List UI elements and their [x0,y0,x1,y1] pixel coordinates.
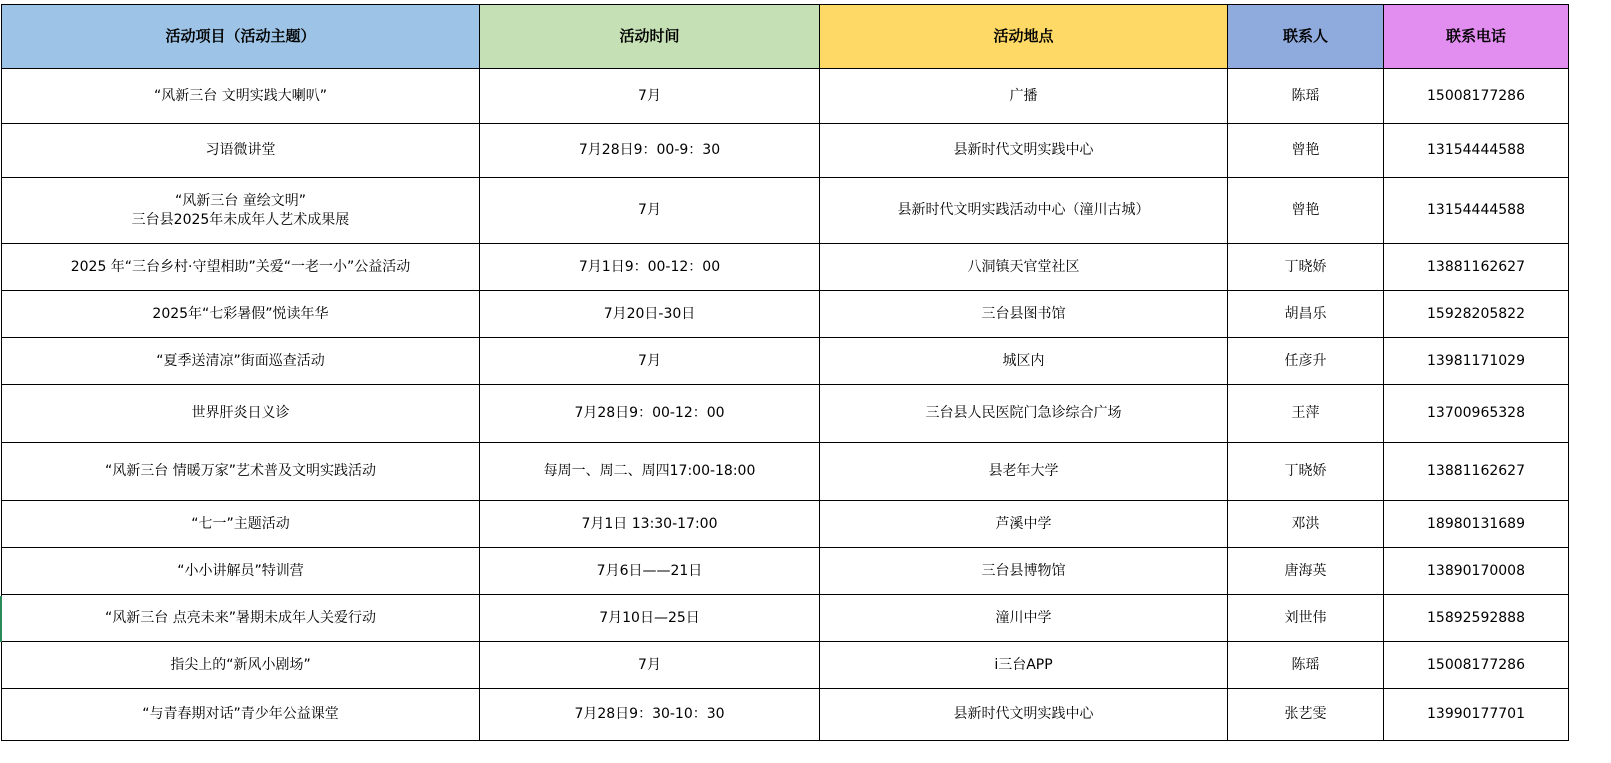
cell-project[interactable]: 习语微讲堂 [2,124,480,178]
cell-time[interactable]: 7月20日-30日 [480,291,820,338]
header-place: 活动地点 [820,5,1228,69]
cell-project[interactable]: “风新三台 情暖万家”艺术普及文明实践活动 [2,443,480,501]
cell-time[interactable]: 7月6日——21日 [480,548,820,595]
header-row [2,5,1569,69]
table-row[interactable] [2,338,1569,385]
cell-phone[interactable]: 13700965328 [1384,385,1569,443]
cell-contact[interactable]: 丁晓娇 [1228,443,1384,501]
table-row[interactable] [2,689,1569,741]
cell-time[interactable]: 7月1日 13:30-17:00 [480,501,820,548]
cell-phone[interactable]: 15892592888 [1384,595,1569,642]
table-row[interactable] [2,244,1569,291]
cell-place[interactable]: 八洞镇天官堂社区 [820,244,1228,291]
header-contact: 联系人 [1228,5,1384,69]
cell-contact[interactable]: 唐海英 [1228,548,1384,595]
cell-project[interactable]: “小小讲解员”特训营 [2,548,480,595]
header-project: 活动项目（活动主题） [2,5,480,69]
table-row[interactable] [2,178,1569,244]
cell-phone[interactable]: 18980131689 [1384,501,1569,548]
cell-project[interactable]: 世界肝炎日义诊 [2,385,480,443]
table-row[interactable] [2,443,1569,501]
cell-place[interactable]: 县新时代文明实践中心 [820,689,1228,741]
cell-contact[interactable]: 陈瑶 [1228,642,1384,689]
cell-place[interactable]: 芦溪中学 [820,501,1228,548]
cell-contact[interactable]: 陈瑶 [1228,69,1384,124]
header-time: 活动时间 [480,5,820,69]
cell-time[interactable]: 7月10日—25日 [480,595,820,642]
activity-schedule-sheet [0,4,1611,763]
cell-project[interactable]: “风新三台 文明实践大喇叭” [2,69,480,124]
cell-project[interactable]: 2025 年“三台乡村·守望相助”关爱“一老一小”公益活动 [2,244,480,291]
cell-project[interactable]: “与青春期对话”青少年公益课堂 [2,689,480,741]
cell-contact[interactable]: 邓洪 [1228,501,1384,548]
cell-contact[interactable]: 刘世伟 [1228,595,1384,642]
cell-contact[interactable]: 胡昌乐 [1228,291,1384,338]
cell-phone[interactable]: 15008177286 [1384,642,1569,689]
activity-table [1,4,1569,741]
cell-contact[interactable]: 曾艳 [1228,124,1384,178]
cell-place[interactable]: i三台APP [820,642,1228,689]
cell-place[interactable]: 潼川中学 [820,595,1228,642]
cell-place[interactable]: 三台县图书馆 [820,291,1228,338]
cell-contact[interactable]: 曾艳 [1228,178,1384,244]
cell-contact[interactable]: 任彦升 [1228,338,1384,385]
cell-time[interactable]: 每周一、周二、周四17:00-18:00 [480,443,820,501]
cell-phone[interactable]: 13881162627 [1384,443,1569,501]
cell-phone[interactable]: 15928205822 [1384,291,1569,338]
cell-phone[interactable]: 13154444588 [1384,124,1569,178]
cell-phone[interactable]: 13154444588 [1384,178,1569,244]
table-row[interactable] [2,548,1569,595]
table-row[interactable] [2,642,1569,689]
cell-phone[interactable]: 13881162627 [1384,244,1569,291]
cell-project[interactable]: 指尖上的“新风小剧场” [2,642,480,689]
table-row[interactable] [2,124,1569,178]
cell-time[interactable]: 7月28日9：00-12：00 [480,385,820,443]
cell-place[interactable]: 县新时代文明实践活动中心（潼川古城） [820,178,1228,244]
cell-phone[interactable]: 13981171029 [1384,338,1569,385]
header-phone: 联系电话 [1384,5,1569,69]
table-body [2,69,1569,741]
cell-contact[interactable]: 丁晓娇 [1228,244,1384,291]
cell-time[interactable]: 7月1日9：00-12：00 [480,244,820,291]
table-row[interactable] [2,385,1569,443]
table-row[interactable] [2,291,1569,338]
cell-project[interactable]: “风新三台 点亮未来”暑期未成年人关爱行动 [2,595,480,642]
cell-place[interactable]: 三台县人民医院门急诊综合广场 [820,385,1228,443]
cell-time[interactable]: 7月 [480,69,820,124]
cell-time[interactable]: 7月28日9：30-10：30 [480,689,820,741]
cell-place[interactable]: 三台县博物馆 [820,548,1228,595]
cell-phone[interactable]: 13890170008 [1384,548,1569,595]
cell-project[interactable]: “七一”主题活动 [2,501,480,548]
table-row[interactable] [2,501,1569,548]
cell-phone[interactable]: 15008177286 [1384,69,1569,124]
cell-project[interactable]: 2025年“七彩暑假”悦读年华 [2,291,480,338]
cell-place[interactable]: 城区内 [820,338,1228,385]
cell-place[interactable]: 县新时代文明实践中心 [820,124,1228,178]
cell-project[interactable]: “夏季送清凉”街面巡查活动 [2,338,480,385]
cell-place[interactable]: 广播 [820,69,1228,124]
cell-contact[interactable]: 王萍 [1228,385,1384,443]
cell-contact[interactable]: 张艺雯 [1228,689,1384,741]
cell-time[interactable]: 7月 [480,178,820,244]
table-row[interactable] [2,595,1569,642]
cell-project[interactable]: “风新三台 童绘文明” 三台县2025年未成年人艺术成果展 [2,178,480,244]
table-row[interactable] [2,69,1569,124]
cell-time[interactable]: 7月 [480,642,820,689]
cell-time[interactable]: 7月 [480,338,820,385]
cell-place[interactable]: 县老年大学 [820,443,1228,501]
cell-time[interactable]: 7月28日9：00-9：30 [480,124,820,178]
selection-marker [0,596,2,642]
cell-phone[interactable]: 13990177701 [1384,689,1569,741]
